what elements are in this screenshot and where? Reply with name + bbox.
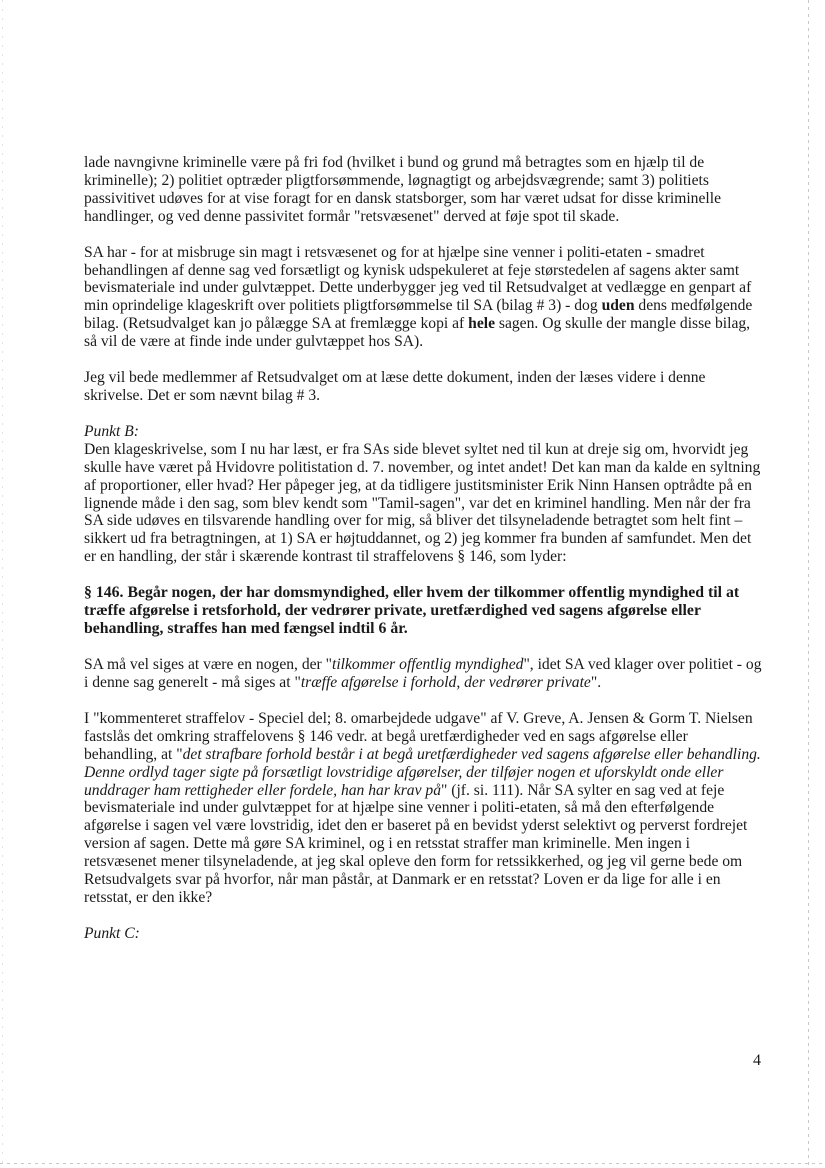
paragraph-4: Den klageskrivelse, som I nu har læst, er fra SAs side blevet syltet ned til kun at dreje sig om, hvorvidt jeg skulle have været på Hvidovre politistation d. 7. november, og intet andet! Det kan man da kalde en syltning af proportioner, eller hvad? Her påpeger jeg, at da tidligere justitsminister Erik Ninn Hansen optrådte på en lignende måde i den sag, som blev kendt som "Tamil-sagen", var det en kriminel handling. Men når der fra SA side udøves en tilsvarende handling over for mig, så bliver det tilsyneladende betragtet som helt fint – sikkert ud fra betragtningen, at 1) SA er højtuddannet, og 2) jeg kommer fra bunden af samfundet. Men det er en handling, der står i skærende kontrast til straffelovens § 146, som lyder: <box>84 440 761 566</box>
paragraph-3: Jeg vil bede medlemmer af Retsudvalget om at læse dette dokument, inden der læses videre i denne skrivelse. Det er som nævnt bilag # 3. <box>84 369 706 404</box>
paragraph-5-text-e: ". <box>590 674 602 692</box>
paragraph-1: lade navngivne kriminelle være på fri fod (hvilket i bund og grund må betragtes som en hjælp til de kriminelle); 2) politiet optræder pligtforsømmende, løgnagtigt og arbejdsvægrende; samt 3) politiets passivitivet udøves for at vise foragt for en dansk statsborger, som har været udsat for disse kriminelle handlinger, og ved denne passivitet formår "retsvæsenet" derved at føje spot til skade. <box>84 154 721 225</box>
paragraph-5 <box>84 656 764 692</box>
paragraph-2-text-c: dens medfølgende bilag. (Retsudvalget kan jo pålægge SA at fremlægge kopi af <box>84 297 753 333</box>
paragraph-5-text-c: ", idet SA ved klager over politiet - og i denne sag generelt - må siges at " <box>84 656 762 692</box>
document-body <box>84 154 764 943</box>
paragraph-2-text-a: SA har - for at misbruge sin magt i retsvæsenet og for at hjælpe sine venner i politi-etaten - smadret behandlingen af denne sag ved forsætligt og kynisk udspekuleret at feje størstedelen af sagens akter samt bevismateriale ind under gulvtæppet. Dette underbygger jeg ved til Retsudvalget at vedlægge en genpart af min oprindelige klageskrift over politiets pligtforsømmelse til SA (bilag # 3) - dog <box>84 243 752 315</box>
heading-punkt-c: Punkt C: <box>84 924 140 942</box>
heading-punkt-b: Punkt B: <box>84 422 139 440</box>
scan-edge-left <box>2 0 3 1168</box>
quote-tilkommer: tilkommer offentlig myndighed <box>332 656 524 674</box>
paragraph-2 <box>84 244 764 351</box>
scan-edge-bottom <box>0 1163 825 1164</box>
paragraph-6-text-a: I "kommenteret straffelov - Speciel del; 8. omarbejdede udgave" af V. Greve, A. Jensen & Gorm T. Nielsen fastslås det omkring straffelovens § 146 vedr. at begå uretfærdigheder ved en sags afgørelse eller behandling, at " <box>84 709 753 763</box>
law-quote-146: § 146. Begår nogen, der har domsmyndighed, eller hvem der tilkommer offentlig myndighed til at træffe afgørelse i retsforhold, der vedrører private, uretfærdighed ved sagens afgørelse eller behandling, straffes han med fængsel indtil 6 år. <box>84 584 740 638</box>
paragraph-2-text-e: sagen. Og skulle der mangle disse bilag, så vil de være at finde inde under gulvtæppet hos SA). <box>84 315 751 351</box>
paragraph-6-text-c: " (jf. si. 111). Når SA sylter en sag ved at feje bevismateriale ind under gulvtæppet for at hjælpe sine venner i politi-etaten, så må den efterfølgende afgørelse i sagen vel være lovstridig, idet den er baseret på en bevidst yderst selektivt og perverst fordrejet version af sagen. Dette må gøre SA kriminel, og i en retsstat straffer man kriminelle. Men ingen i retsvæsenet mener tilsyneladende, at jeg skal opleve den form for retssikkerhed, og jeg vil gerne bede om Retsudvalgets svar på hvorfor, når man påstår, at Danmark er en retsstat? Loven er da lige for alle i en retsstat, er den ikke? <box>84 781 748 906</box>
quote-strafbare-forhold: det strafbare forhold består i at begå uretfærdigheder ved sagens afgørelse eller behandling. Denne ordlyd tager sigte på forsætligt lovstridige afgørelser, der tilføjer nogen et uforskyldt onde eller unddrager ham rettigheder eller fordele, han har krav på <box>84 745 761 799</box>
paragraph-5-text-a: SA må vel siges at være en nogen, der " <box>84 656 333 674</box>
quote-traeffe: træffe afgørelse i forhold, der vedrører private <box>300 674 591 692</box>
emphasis-hele: hele <box>468 315 495 333</box>
paragraph-6 <box>84 710 764 907</box>
emphasis-uden: uden <box>601 297 635 315</box>
scan-edge-right <box>808 0 809 1168</box>
page-number: 4 <box>753 1052 761 1069</box>
